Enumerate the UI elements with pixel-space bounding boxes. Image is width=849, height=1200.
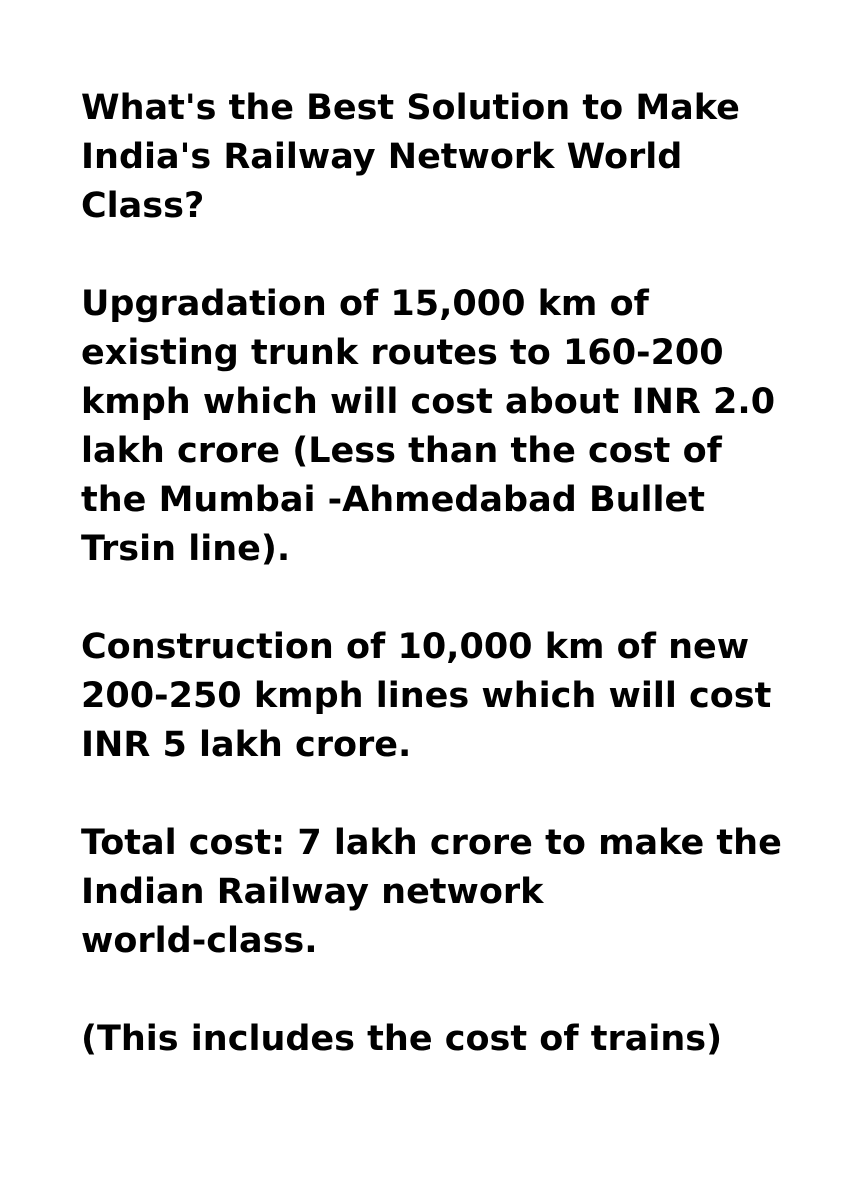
text-line: (This includes the cost of trains) [81, 1019, 723, 1059]
text-line: Indian Railway network [81, 872, 544, 912]
text-line: INR 5 lakh crore. [81, 725, 412, 765]
text-line: Construction of 10,000 km of new [81, 627, 750, 667]
text-line: Trsin line). [81, 529, 291, 569]
text-line: existing trunk routes to 160-200 [81, 333, 724, 373]
text-line: lakh crore (Less than the cost of [81, 431, 722, 471]
paragraph-note [81, 1015, 781, 1064]
text-line: Class? [81, 186, 205, 226]
paragraph-upgradation [81, 280, 781, 574]
paragraph-total-cost [81, 819, 781, 966]
text-line: kmph which will cost about INR 2.0 [81, 382, 776, 422]
text-line: Upgradation of 15,000 km of [81, 284, 649, 324]
text-line: world-class. [81, 921, 318, 961]
text-line: the Mumbai -Ahmedabad Bullet [81, 480, 706, 520]
text-line: What's the Best Solution to Make [81, 88, 740, 128]
document-body [81, 84, 781, 1113]
text-line: India's Railway Network World [81, 137, 683, 177]
heading-question [81, 84, 781, 231]
text-line: 200-250 kmph lines which will cost [81, 676, 772, 716]
text-line: Total cost: 7 lakh crore to make the [81, 823, 782, 863]
paragraph-construction [81, 623, 781, 770]
